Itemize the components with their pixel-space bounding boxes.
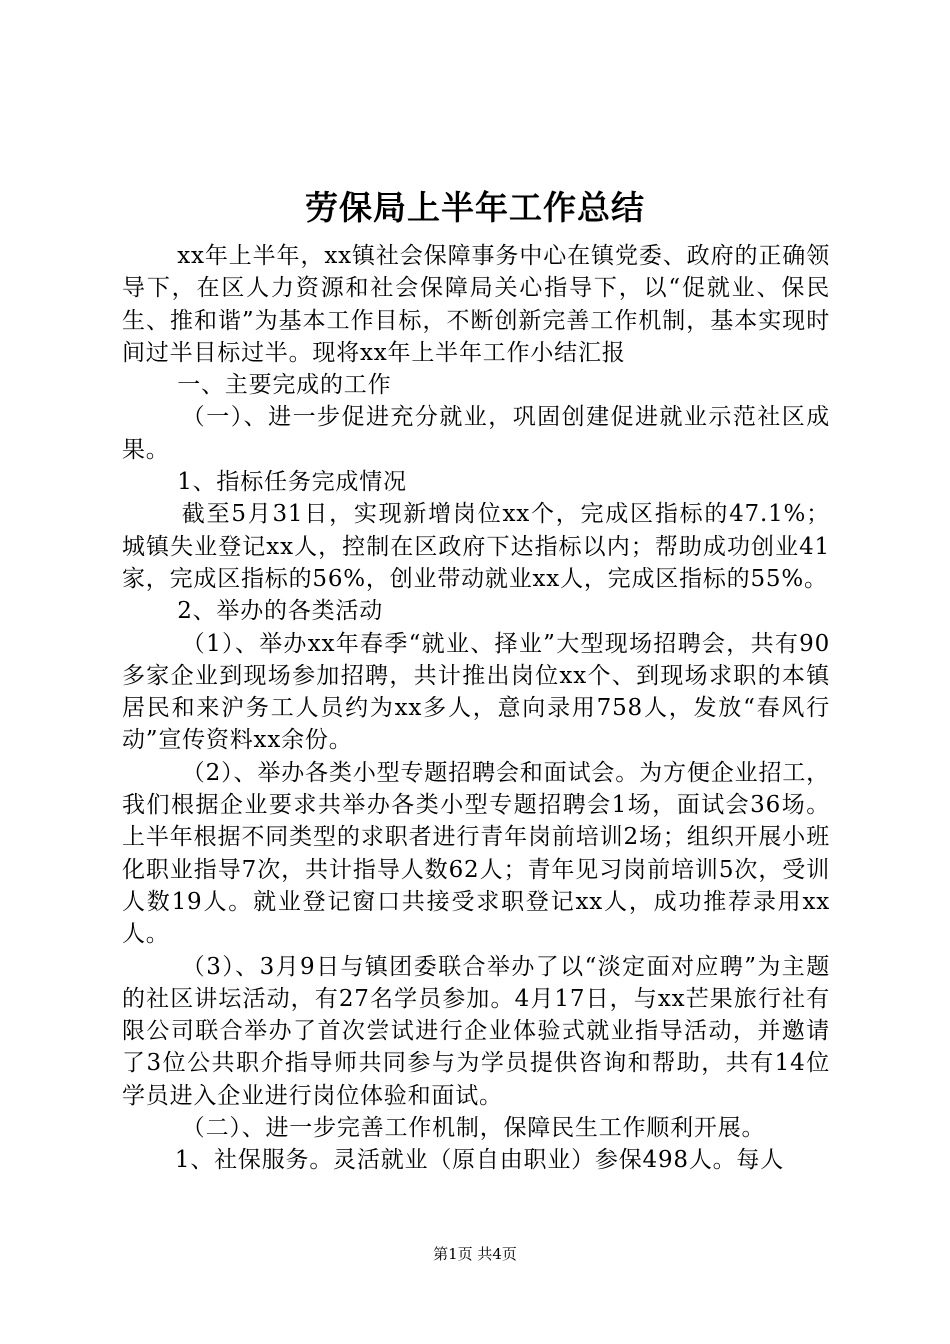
intro-paragraph: xx年上半年，xx镇社会保障事务中心在镇党委、政府的正确领导下，在区人力资源和社会保障局关心指导下，以“促就业、保民生、推和谐”为基本工作目标，不断创新完善工作机制，基本实现时间过半目标过半。现将xx年上半年工作小结汇报 bbox=[122, 243, 830, 366]
subsection-heading-employment: （一）、进一步促进充分就业，巩固创建促进就业示范社区成果。 bbox=[122, 404, 830, 463]
indicators-paragraph: 截至5月31日，实现新增岗位xx个，完成区指标的47.1%；城镇失业登记xx人，控制在区政府下达指标以内；帮助成功创业41家，完成区指标的56%，创业带动就业xx人，完成区指标的55%。 bbox=[122, 501, 830, 592]
item-heading-activities: 2、举办的各类活动 bbox=[177, 598, 384, 625]
activity-paragraph-1: （1）、举办xx年春季“就业、择业”大型现场招聘会，共有90多家企业到现场参加招聘，共计推出岗位xx个、到现场求职的本镇居民和来沪务工人员约为xx多人，意向录用758人，发放“春风行动”宣传资料xx余份。 bbox=[122, 630, 830, 754]
section-heading-main-work: 一、主要完成的工作 bbox=[177, 372, 392, 399]
item-heading-indicators: 1、指标任务完成情况 bbox=[177, 469, 407, 496]
page-footer: 第1页 共4页 bbox=[433, 1245, 517, 1263]
document-title: 劳保局上半年工作总结 bbox=[305, 188, 645, 227]
social-security-paragraph: 1、社保服务。灵活就业（原自由职业）参保498人。每人 bbox=[174, 1147, 785, 1174]
subsection-heading-mechanism: （二）、进一步完善工作机制，保障民生工作顺利开展。 bbox=[181, 1115, 766, 1142]
document-body bbox=[122, 240, 830, 1177]
activity-paragraph-3: （3）、3月9日与镇团委联合举办了以“淡定面对应聘”为主题的社区讲坛活动，有27名学员参加。4月17日，与xx芒果旅行社有限公司联合举办了首次尝试进行企业体验式就业指导活动，并邀请了3位公共职介指导师共同参与为学员提供咨询和帮助，共有14位学员进入企业进行岗位体验和面试。 bbox=[122, 953, 830, 1109]
activity-paragraph-2: （2）、举办各类小型专题招聘会和面试会。为方便企业招工，我们根据企业要求共举办各类小型专题招聘会1场，面试会36场。上半年根据不同类型的求职者进行青年岗前培训2场；组织开展小班化职业指导7次，共计指导人数62人；青年见习岗前培训5次，受训人数19人。就业登记窗口共接受求职登记xx人，成功推荐录用xx人。 bbox=[122, 759, 830, 948]
